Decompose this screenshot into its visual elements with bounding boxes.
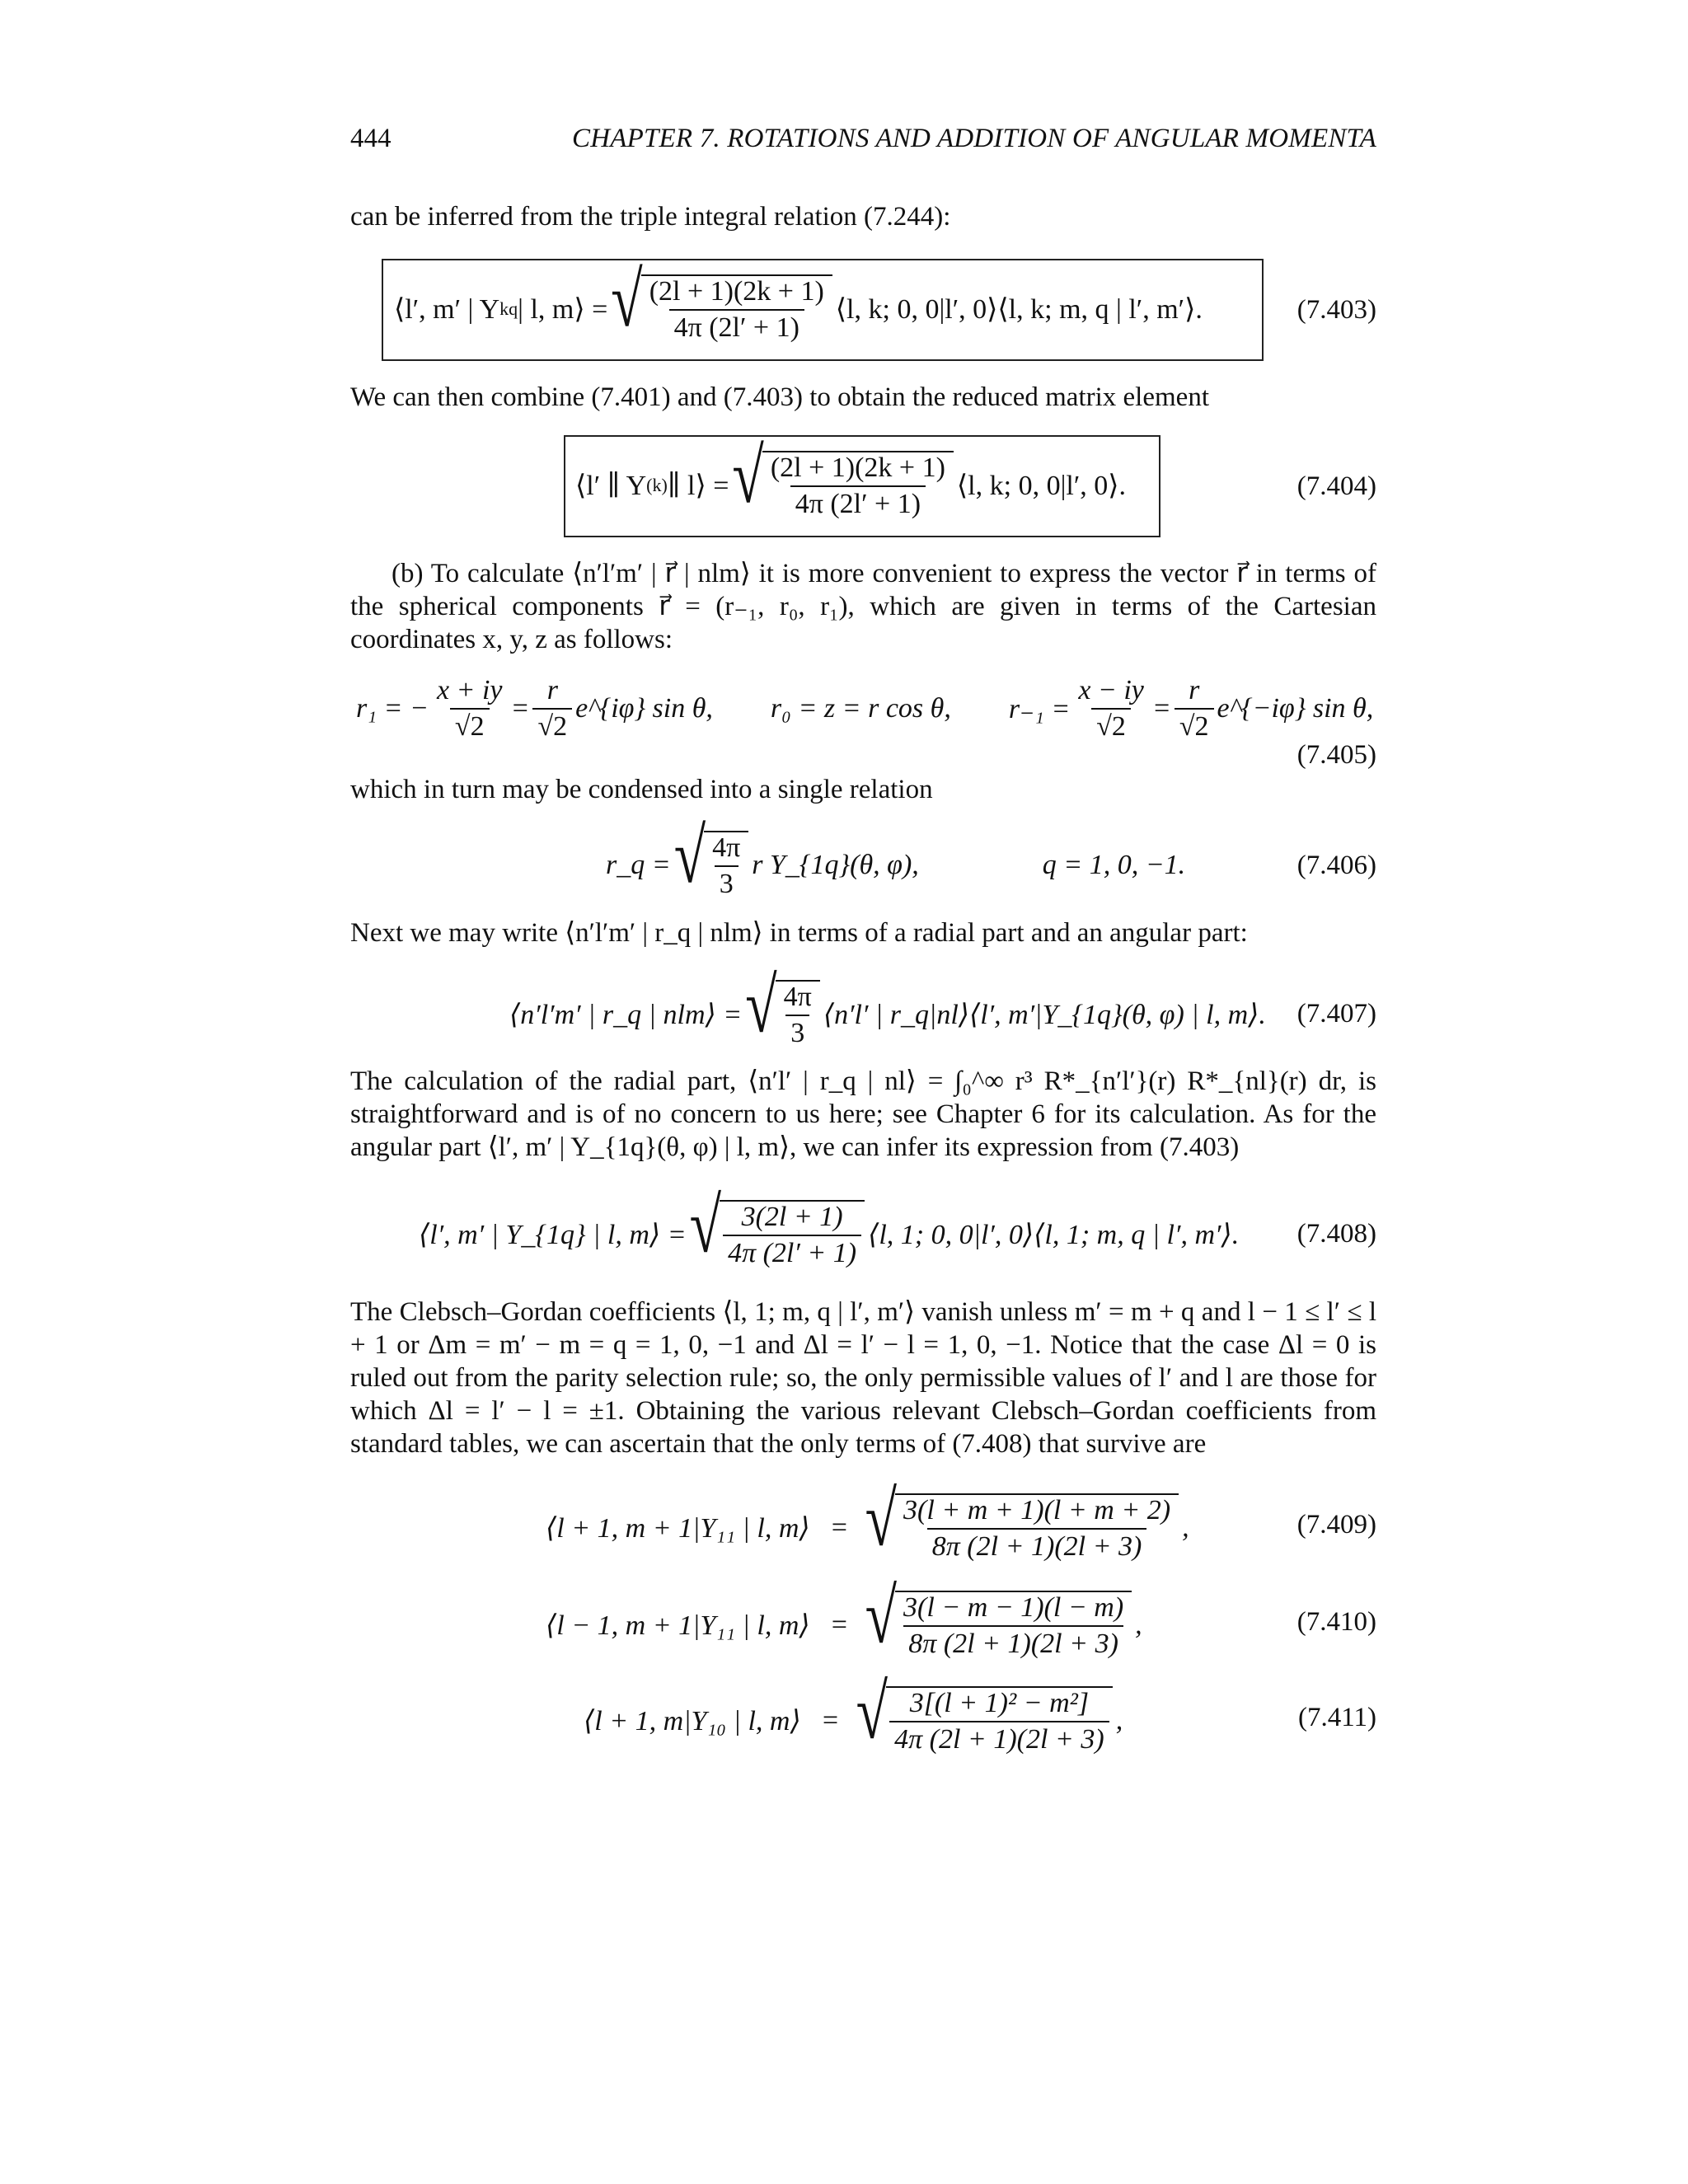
eq411-denominator: 4π (2l + 1)(2l + 3) — [889, 1721, 1109, 1755]
eq405-rm1: r₋₁ = — [1008, 694, 1071, 724]
radial-text: The calculation of the radial part, ⟨n′l′ | r_q | nl⟩ = ∫₀^∞ r³ R*_{n′l′}(r) R*_{nl}(r) dr, is straightforward and is of no concern to us here; see Chapter 6 for its calculation. As for the angular part ⟨l′, m′ | Y_{1q}(θ, φ) | l, m⟩, we can infer its expression from (7.403) — [350, 1066, 1376, 1162]
eq405-frac4-num: r — [1189, 675, 1200, 705]
eq403-denominator: 4π (2l′ + 1) — [669, 309, 804, 344]
eq405-equals-2: = — [1151, 693, 1171, 724]
eq405-frac4-den: √2 — [1175, 708, 1214, 743]
eq407-rhs: ⟨n′l′ | r_q|nl⟩⟨l′, m′|Y_{1q}(θ, φ) | l, m⟩. — [823, 1000, 1266, 1030]
eq406-rhs: r Y_{1q}(θ, φ), — [752, 850, 919, 880]
clebsch-text: The Clebsch–Gordan coefficients ⟨l, 1; m, q | l′, m′⟩ vanish unless m′ = m + q and l − 1 ≤ l′ ≤ l + 1 or Δm = m′ − m = q = 1, 0, −1 and Δl = l′ − l = 1, 0, −1. Notice that the case Δl = 0 is ruled out from the parity selection rule; so, the only permissible values of l′ and l are those for which Δl = l′ − l = ±1. Obtaining the various relevant Clebsch–Gordan coefficients from standard tables, we can ascertain that the only terms of (7.408) that survive are — [350, 1297, 1376, 1459]
eq405-equals: = — [510, 693, 530, 724]
eq407-lhs: ⟨n′l′m′ | r_q | nlm⟩ = — [509, 1000, 743, 1030]
page-header — [350, 124, 1376, 165]
eq403-lhs: ⟨l′, m′ | Y — [394, 294, 500, 325]
eq411-tail: , — [1115, 1705, 1123, 1736]
eq405-rm1-tail: e^{−iφ} sin θ, — [1217, 693, 1374, 724]
equation-7-411: ⟨l + 1, m|Y₁₀ | l, m⟩ = √ $\frac{\text{3[(l + 1)² − m²]}}{4\pi (2l + 1)(2l + 3)}$ , — [584, 1669, 1123, 1755]
eq405-frac2-num: r — [546, 675, 558, 705]
eq404-lhs-end: ∥ l⟩ = — [667, 471, 729, 501]
eq410-equals: = — [829, 1610, 849, 1640]
equation-7-407: ⟨n′l′m′ | r_q | nlm⟩ = √ $\frac{4\pi}{3}$ ⟨n′l′ | r_q|nl⟩⟨l′, m′|Y_{1q}(θ, φ) | l, m⟩. — [509, 963, 1266, 1049]
eq406-numerator: 4π — [712, 832, 741, 863]
combine-paragraph — [350, 381, 1376, 414]
part-b-text: (b) To calculate ⟨n′l′m′ | r⃗ | nlm⟩ it is more convenient to express the vector r⃗ in terms of the spherical components r⃗ = (r₋₁, r₀, r₁), which are given in terms of the Cartesian coordinates x, y, z as follows: — [350, 559, 1376, 654]
eq409-numerator: 3(l + m + 1)(l + m + 2) — [903, 1495, 1171, 1526]
eq-number-7-410: (7.410) — [1296, 1607, 1376, 1637]
eq-number-7-409: (7.409) — [1296, 1510, 1376, 1540]
eq409-tail: , — [1182, 1512, 1189, 1543]
eq405-frac3-num: x − iy — [1078, 675, 1144, 705]
radial-paragraph — [350, 1065, 1376, 1164]
eq408-rhs: ⟨l, 1; 0, 0|l′, 0⟩⟨l, 1; m, q | l′, m′⟩. — [868, 1220, 1240, 1250]
eq404-lhs-sup: (k) — [646, 475, 668, 495]
eq410-lhs: ⟨l − 1, m + 1|Y₁₁ | l, m⟩ — [546, 1610, 810, 1641]
eq408-numerator: 3(2l + 1) — [741, 1202, 843, 1232]
eq405-frac3-den: √2 — [1091, 708, 1131, 743]
eq-number-7-404: (7.404) — [1296, 471, 1376, 501]
combine-text: We can then combine (7.401) and (7.403) to obtain the reduced matrix element — [350, 382, 1209, 412]
eq-number-7-408: (7.408) — [1296, 1219, 1376, 1249]
eq407-denominator: 3 — [785, 1015, 809, 1049]
eq405-frac1-num: x + iy — [436, 675, 503, 705]
eq404-numerator: (2l + 1)(2k + 1) — [770, 452, 945, 483]
part-b-paragraph — [350, 557, 1376, 656]
eq411-numerator: 3[(l + 1)² − m²] — [909, 1688, 1090, 1718]
eq-number-7-405: (7.405) — [1296, 740, 1376, 770]
equation-7-410: ⟨l − 1, m + 1|Y₁₁ | l, m⟩ = √ $\frac{3(l - m - 1)(l - m)}{8\pi (2l + 1)(2l + 3)}$ , — [546, 1573, 1142, 1660]
eq404-denominator: 4π (2l′ + 1) — [790, 485, 926, 520]
condensed-paragraph — [350, 773, 1376, 806]
eq408-lhs: ⟨l′, m′ | Y_{1q} | l, m⟩ = — [419, 1220, 687, 1250]
eq-number-7-407: (7.407) — [1296, 999, 1376, 1029]
next-text: Next we may write ⟨n′l′m′ | r_q | nlm⟩ in terms of a radial part and an angular part: — [350, 918, 1248, 948]
eq411-lhs: ⟨l + 1, m|Y₁₀ | l, m⟩ — [584, 1706, 801, 1736]
eq405-frac2-den: √2 — [532, 708, 572, 743]
eq409-equals: = — [829, 1512, 849, 1543]
intro-text: can be inferred from the triple integral relation (7.244): — [350, 202, 951, 232]
eq405-r1: r₁ = − — [356, 693, 429, 724]
equation-7-409: ⟨l + 1, m + 1|Y₁₁ | l, m⟩ = √ $\frac{3(l + m + 1)(l + m + 2)}{8\pi (2l + 1)(2l + 3)}$ , — [546, 1476, 1189, 1563]
eq406-lhs: r_q = — [606, 850, 671, 880]
eq403-lhs-sub: kq — [499, 298, 518, 319]
clebsch-paragraph — [350, 1296, 1376, 1460]
eq406-condition: q = 1, 0, −1. — [1042, 850, 1186, 880]
eq-number-7-411: (7.411) — [1297, 1703, 1376, 1732]
running-title: CHAPTER 7. ROTATIONS AND ADDITION OF ANGULAR MOMENTA — [572, 124, 1376, 153]
eq409-lhs: ⟨l + 1, m + 1|Y₁₁ | l, m⟩ — [546, 1513, 810, 1544]
eq410-tail: , — [1135, 1610, 1142, 1640]
eq406-denominator: 3 — [715, 865, 738, 900]
eq403-rhs: ⟨l, k; 0, 0|l′, 0⟩⟨l, k; m, q | l′, m′⟩. — [835, 294, 1203, 325]
eq409-denominator: 8π (2l + 1)(2l + 3) — [927, 1528, 1147, 1563]
next-paragraph — [350, 916, 1376, 949]
eq410-denominator: 8π (2l + 1)(2l + 3) — [903, 1625, 1123, 1660]
eq-number-7-406: (7.406) — [1296, 851, 1376, 880]
equation-7-408: ⟨l′, m′ | Y_{1q} | l, m⟩ = √ $\frac{3(2l + 1)}{4\pi (2l' + 1)}$ ⟨l, 1; 0, 0|l′, 0⟩⟨l, 1; m, q | l′, m′⟩. — [419, 1183, 1240, 1269]
equation-7-406: r_q = √ $\frac{4\pi}{3}$ r Y_{1q}(θ, φ), q = 1, 0, −1. — [606, 813, 1186, 900]
eq405-frac1-den: √2 — [450, 708, 490, 743]
page-number: 444 — [350, 124, 392, 153]
eq403-lhs-end: | l, m⟩ = — [518, 294, 608, 325]
eq-number-7-403: (7.403) — [1296, 295, 1376, 325]
eq411-equals: = — [820, 1705, 840, 1736]
eq403-numerator: (2l + 1)(2k + 1) — [649, 276, 824, 307]
eq405-r1-tail: e^{iφ} sin θ, — [575, 693, 713, 724]
eq408-denominator: 4π (2l′ + 1) — [723, 1235, 861, 1269]
equation-7-403 — [394, 257, 1203, 353]
eq404-lhs: ⟨l′ ∥ Y — [575, 471, 647, 501]
eq405-r0: r₀ = z = r cos θ, — [770, 693, 951, 724]
eq404-rhs: ⟨l, k; 0, 0|l′, 0⟩. — [956, 471, 1127, 501]
eq403-sqrt: √ $\frac{(2l + 1)(2k + 1)}{4\pi (2l' + 1)}$ — [611, 274, 832, 344]
condensed-text: which in turn may be condensed into a single relation — [350, 775, 933, 804]
intro-paragraph — [350, 200, 1376, 233]
equation-7-405 — [356, 668, 1373, 750]
eq407-numerator: 4π — [783, 982, 812, 1012]
equation-7-404: ⟨l′ ∥ Y (k) ∥ l⟩ = √ $\frac{(2l + 1)(2k + 1)}{4\pi (2l' + 1)}$ ⟨l, k; 0, 0|l′, 0⟩. — [575, 434, 1127, 520]
eq410-numerator: 3(l − m − 1)(l − m) — [903, 1592, 1124, 1623]
